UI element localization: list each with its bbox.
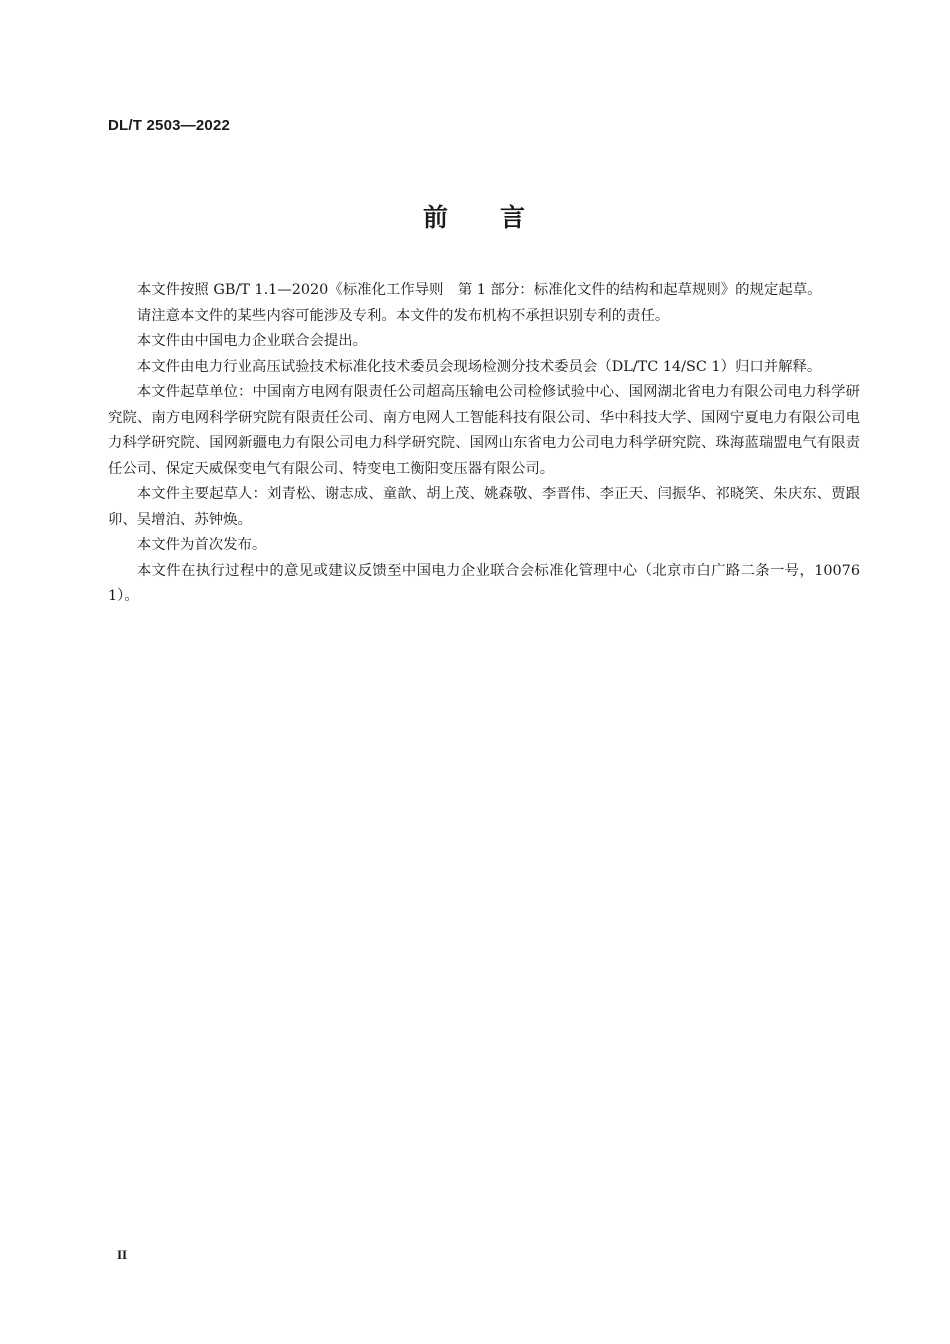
paragraph-proposer: 本文件由中国电力企业联合会提出。 [136,333,368,349]
document-code: DL/T 2503—2022 [108,117,231,134]
title-char-2: 言 [500,203,528,232]
paragraph-feedback: 本文件在执行过程中的意见或建议反馈至中国电力企业联合会标准化管理中心（北京市白广路二条一号，100761）。 [108,562,860,604]
page-number: II [117,1247,128,1262]
paragraph-drafters: 本文件主要起草人：刘青松、谢志成、童歆、胡上茂、姚森敬、李晋伟、李正天、闫振华、祁晓笑、朱庆东、贾跟卯、吴增泊、苏钟焕。 [108,486,860,528]
paragraph-committee: 本文件由电力行业高压试验技术标准化技术委员会现场检测分技术委员会（DL/TC 14/SC 1）归口并解释。 [136,358,822,375]
page-title [0,198,950,234]
title-char-1: 前 [422,203,450,232]
foreword-body [108,278,860,610]
paragraph-patent-notice: 请注意本文件的某些内容可能涉及专利。本文件的发布机构不承担识别专利的责任。 [136,307,670,324]
paragraph-first-release: 本文件为首次发布。 [136,537,267,553]
paragraph-drafting-units: 本文件起草单位：中国南方电网有限责任公司超高压输电公司检修试验中心、国网湖北省电力有限公司电力科学研究院、南方电网科学研究院有限责任公司、南方电网人工智能科技有限公司、华中科技大学、国网宁夏电力有限公司电力科学研究院、国网新疆电力有限公司电力科学研究院、国网山东省电力公司电力科学研究院、珠海蓝瑞盟电气有限责任公司、保定天威保变电气有限公司、特变电工衡阳变压器有限公司。 [108,384,860,477]
paragraph-drafting-rules: 本文件按照 GB/T 1.1—2020《标准化工作导则 第 1 部分：标准化文件的结构和起草规则》的规定起草。 [136,282,822,298]
